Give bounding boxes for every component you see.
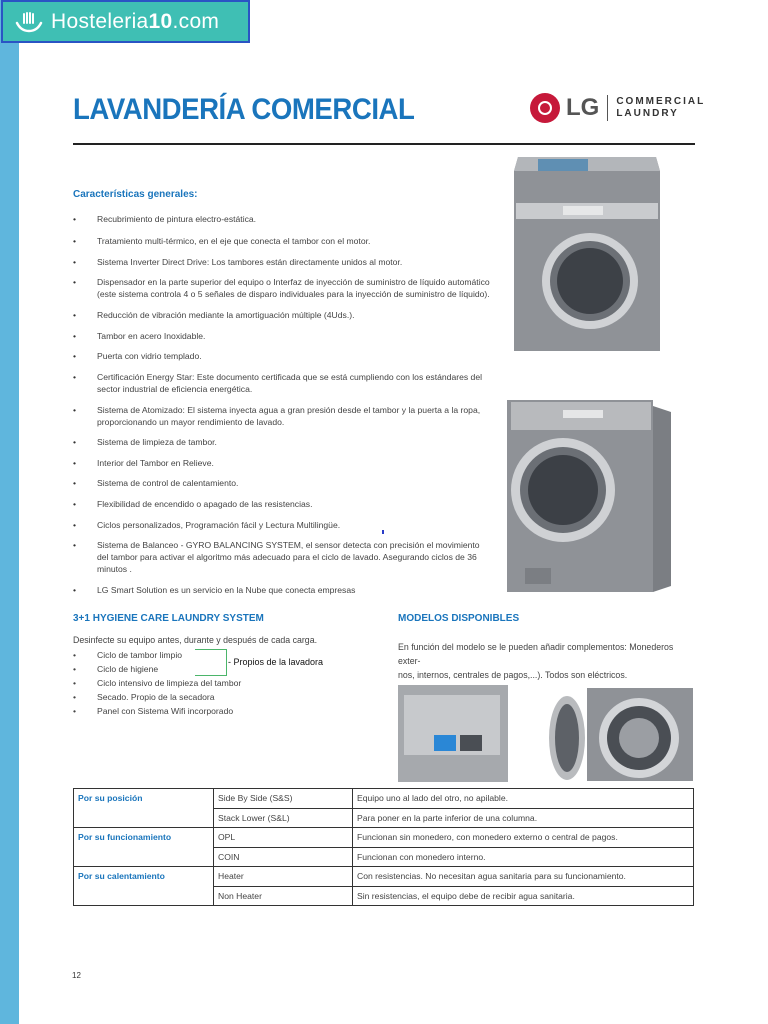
list-item: • Recubrimiento de pintura electro-estática. <box>73 213 493 225</box>
logo-subtitle: COMMERCIAL LAUNDRY <box>616 96 706 119</box>
table-cell-description: Funcionan con monedero interno. <box>353 847 694 867</box>
list-item: • Sistema de limpieza de tambor. <box>73 436 493 448</box>
dispenser-image <box>398 685 508 782</box>
list-item: • Ciclos personalizados, Programación fácil y Lectura Multilingüe. <box>73 519 493 531</box>
list-item: • Reducción de vibración mediante la amortiguación múltiple (4Uds.). <box>73 309 493 321</box>
site-banner[interactable] <box>1 0 250 43</box>
table-cell-description: Con resistencias. No necesitan agua sanitaria para su funcionamiento. <box>353 867 694 887</box>
features-list <box>73 213 493 596</box>
page-title: LAVANDERÍA COMERCIAL <box>73 93 415 126</box>
table-cell-option: Side By Side (S&S) <box>214 789 353 809</box>
lg-logo-text: LG <box>566 94 600 121</box>
hygiene-heading: 3+1 HYGIENE CARE LAUNDRY SYSTEM <box>73 613 264 624</box>
table-cell-category: Por su calentamiento <box>74 867 214 906</box>
bracket-label: - Propios de la lavadora <box>228 657 324 667</box>
table-cell-description: Equipo uno al lado del otro, no apilable. <box>353 789 694 809</box>
list-item: • Tambor en acero Inoxidable. <box>73 330 493 342</box>
table-cell-option: COIN <box>214 847 353 867</box>
table-cell-option: Stack Lower (S&L) <box>214 808 353 828</box>
features-heading: Características generales: <box>73 189 198 200</box>
table-cell-option: Heater <box>214 867 353 887</box>
brand-name: Hosteleria10.com <box>51 9 220 33</box>
lg-emblem-icon <box>530 93 560 123</box>
list-item: • Puerta con vidrio templado. <box>73 350 493 362</box>
header-divider <box>73 143 695 145</box>
table-row <box>74 789 694 809</box>
models-text: En función del modelo se le pueden añadir complementos: Monederos exter- nos, internos, centrales de pagos,...). Todos son eléctricos. <box>398 642 674 680</box>
table-cell-option: Non Heater <box>214 886 353 906</box>
washer-image-top <box>508 153 666 355</box>
washer-image-front <box>503 398 677 594</box>
lg-commercial-laundry-logo <box>530 93 705 123</box>
table-cell-description: Para poner en la parte inferior de una columna. <box>353 808 694 828</box>
table-cell-category: Por su funcionamiento <box>74 828 214 867</box>
table-cell-description: Sin resistencias, el equipo debe de recibir agua sanitaria. <box>353 886 694 906</box>
models-heading: MODELOS DISPONIBLES <box>398 613 520 624</box>
spec-table <box>73 788 694 906</box>
list-item: • Interior del Tambor en Relieve. <box>73 457 493 469</box>
table-cell-option: OPL <box>214 828 353 848</box>
list-item: • Ciclo de tambor limpio <box>73 648 241 662</box>
list-item: • Panel con Sistema Wifi incorporado <box>73 704 241 718</box>
list-item: • LG Smart Solution es un servicio en la Nube que conecta empresas <box>73 584 493 596</box>
hygiene-intro: Desinfecte su equipo antes, durante y después de cada carga. <box>73 635 318 645</box>
list-item: • Sistema de Atomizado: El sistema inyecta agua a gran presión desde el tambor y la puerta a la ropa, proporcionando un mayor rendimiento de lavado. <box>73 404 493 428</box>
table-cell-category: Por su posición <box>74 789 214 828</box>
table-row <box>74 828 694 848</box>
list-item: • Tratamiento multi-térmico, en el eje que conecta el tambor con el motor. <box>73 235 493 247</box>
list-item: • Dispensador en la parte superior del equipo o Interfaz de inyección de suministro de líquido automático (este sistema controla 4 o 5 señales de disparo individuales para la inyección de suministro de líquido). <box>73 276 493 300</box>
list-item: • Flexibilidad de encendido o apagado de las resistencias. <box>73 498 493 510</box>
table-cell-description: Funcionan sin monedero, con monedero externo o central de pagos. <box>353 828 694 848</box>
logo-divider <box>607 95 608 121</box>
open-drum-image <box>547 688 693 781</box>
table-row <box>74 867 694 887</box>
list-item: • Ciclo intensivo de limpieza del tambor <box>73 676 241 690</box>
hand-fork-icon <box>15 11 43 33</box>
left-accent-bar <box>0 0 19 1024</box>
list-item: • Secado. Propio de la secadora <box>73 690 241 704</box>
bracket-connector <box>195 649 227 676</box>
page-number: 12 <box>72 971 81 980</box>
list-item: • Sistema de control de calentamiento. <box>73 477 493 489</box>
list-item: • Sistema Inverter Direct Drive: Los tambores están directamente unidos al motor. <box>73 256 493 268</box>
list-item: • Sistema de Balanceo - GYRO BALANCING SYSTEM, el sensor detecta con precisión el movimiento del tambor para activar el algoritmo más adecuado para el ciclo de lavado. Asegurando ciclos de 36 minutos . <box>73 539 493 575</box>
list-item: • Certificación Energy Star: Este documento certificada que se está cumpliendo con los estándares del sector industrial de eficiencia energética. <box>73 371 493 395</box>
marker-dot <box>382 530 384 534</box>
list-item: • Ciclo de higiene <box>73 662 241 676</box>
